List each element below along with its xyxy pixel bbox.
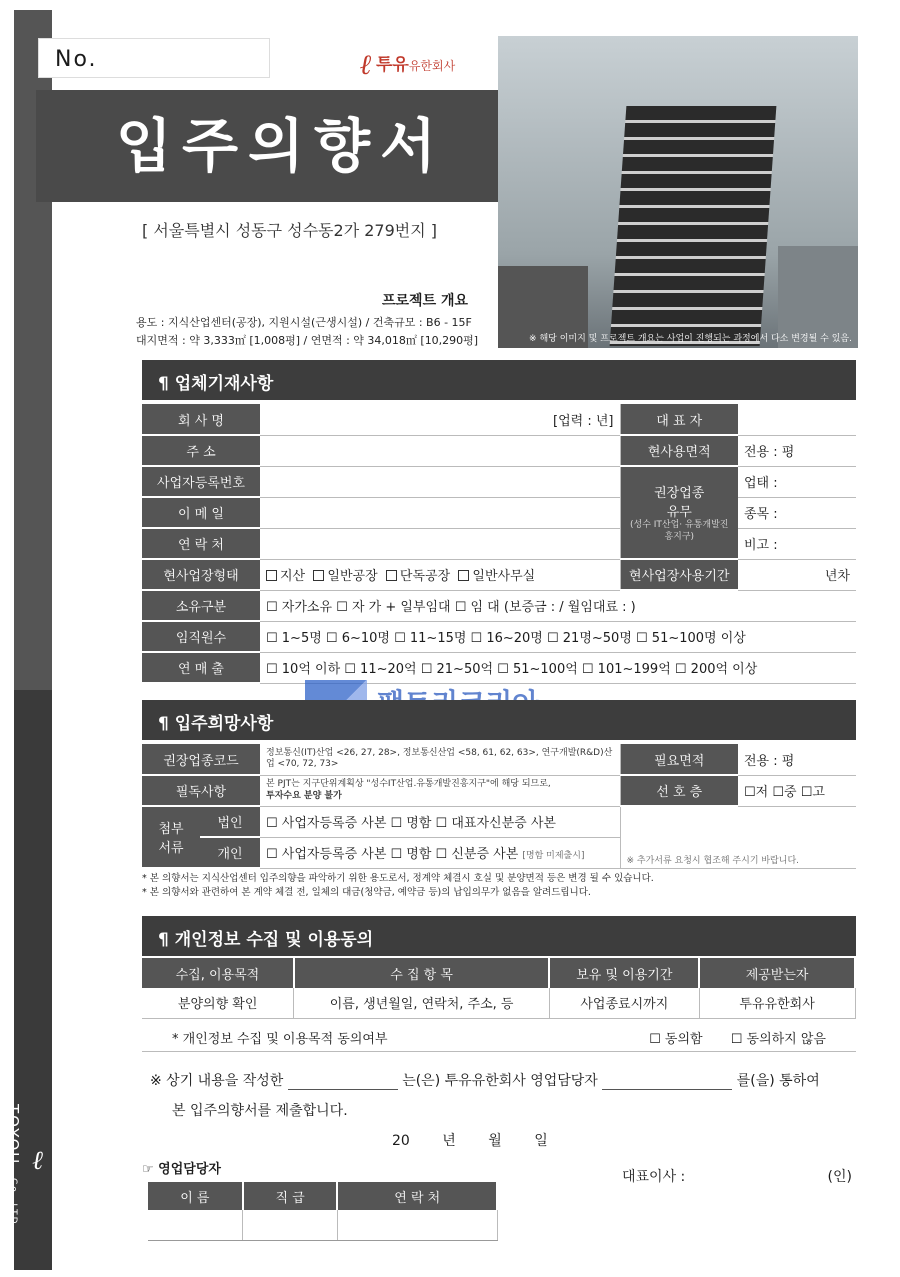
extra-docs-note: ※ 추가서류 요청시 협조해 주시기 바랍니다.: [620, 806, 856, 868]
ownership-options[interactable]: ☐ 자가소유 ☐ 자 가 + 일부임대 ☐ 임 대 (보증금 : / 월임대료 : ): [260, 590, 856, 621]
ceo-label: 대 표 자: [620, 404, 738, 435]
doc-number-label: No.: [55, 47, 98, 72]
sales-rep-label: ☞ 영업담당자: [142, 1162, 221, 1177]
indiv-docs-note: [명함 미제출시]: [522, 851, 585, 861]
submit-line-2: 본 입주의향서를 제출합니다.: [172, 1103, 348, 1119]
side-brand-suffix: Co.,LTD: [8, 1178, 18, 1226]
area-field[interactable]: 전용 : 평: [738, 435, 856, 466]
checkbox[interactable]: [266, 570, 277, 581]
toyou-logo-icon: ℓ: [22, 1145, 52, 1177]
address-label: 주 소: [142, 435, 260, 466]
overview-title: 프로젝트 개요: [382, 293, 469, 309]
industry-label-line2: 유무: [666, 505, 692, 521]
submit-statement: [150, 1070, 820, 1120]
submit-prefix: ※ 상기 내용을 작성한: [150, 1073, 284, 1089]
date-line[interactable]: 20 년 월 일: [392, 1133, 548, 1149]
contact-field[interactable]: [260, 528, 620, 559]
brand-name: 투유: [375, 55, 409, 75]
indiv-docs[interactable]: [260, 837, 620, 868]
consent-yes-checkbox[interactable]: ☐ 동의함: [649, 1032, 703, 1047]
corp-label: 법인: [200, 806, 260, 837]
code-text: 정보통신(IT)산업 <26, 27, 28>, 정보통신산업 <58, 61, 62, 63>, 연구개발(R&D)산업 <70, 72, 73>: [260, 744, 620, 775]
photo-disclaimer: ※ 해당 이미지 및 프로젝트 개요는 사업이 진행되는 과정에서 다소 변경될 수 있음.: [529, 334, 852, 344]
attach-label-line1: 첨부: [158, 822, 184, 837]
checkbox[interactable]: [313, 570, 324, 581]
ceo-sign-line: [622, 1166, 852, 1186]
rep-rank-field[interactable]: [243, 1210, 338, 1240]
brand-logo: [360, 48, 455, 82]
must-read-line: 본 PJT는 지구단위계획상 "성수IT산업.유통개발진흥지구"에 해당 되므로,: [266, 779, 551, 790]
rep-contact-field[interactable]: [337, 1210, 497, 1240]
privacy-consent-row: [142, 1024, 856, 1052]
note-1: * 본 의향서는 지식산업센터 입주의향을 파악하기 위한 용도로서, 정계약 체결시 호실 및 분양면적 등은 변경 될 수 있습니다.: [142, 873, 654, 884]
section-wishes-header: ¶ 입주희망사항: [142, 700, 856, 740]
industry-label-line1: 권장업종: [654, 486, 705, 502]
rep-header-cell: 직 급: [243, 1182, 338, 1210]
privacy-table: [142, 958, 856, 1019]
email-field[interactable]: [260, 497, 620, 528]
remark-field[interactable]: 비고 :: [738, 528, 856, 559]
must-read-bold: 투자수요 분양 불가: [266, 790, 342, 801]
rep-name-field[interactable]: [148, 1210, 243, 1240]
email-label: 이 메 일: [142, 497, 260, 528]
must-read-text: [260, 775, 620, 806]
wishes-table: [142, 744, 856, 869]
side-brand-name: TOYOU: [4, 1104, 22, 1166]
regno-label: 사업자등록번호: [142, 466, 260, 497]
option-label: 일반공장: [327, 569, 378, 584]
checkbox[interactable]: [386, 570, 397, 581]
option-label: 단독공장: [399, 569, 451, 584]
staff-options[interactable]: ☐ 1~5명 ☐ 6~10명 ☐ 11~15명 ☐ 16~20명 ☐ 21명~50명 ☐ 51~100명 이상: [260, 621, 856, 652]
option-label: 지산: [280, 569, 306, 584]
privacy-cell: 사업종료시까지: [549, 988, 699, 1018]
building-rendering-image: [498, 36, 858, 348]
regno-field[interactable]: [260, 466, 620, 497]
option-label: 일반사무실: [472, 569, 536, 584]
rep-blank-field[interactable]: [602, 1072, 732, 1090]
tower-building: [610, 106, 777, 346]
side-brand: [4, 1080, 52, 1250]
brand-mark-icon: ℓ: [360, 48, 372, 81]
biz-type-field[interactable]: 업태 :: [738, 466, 856, 497]
seal-mark: (인): [827, 1169, 852, 1185]
sales-label: 연 매 출: [142, 652, 260, 683]
note-2: * 본 의향서와 관련하여 본 계약 체결 전, 일체의 대금(청약금, 예약금 등)의 납입의무가 없음을 알려드립니다.: [142, 887, 591, 899]
submit-suffix: 를(을) 통하여: [736, 1073, 820, 1089]
checkbox[interactable]: [458, 570, 469, 581]
brand-suffix: 유한회사: [408, 59, 456, 73]
code-label: 권장업종코드: [142, 744, 260, 775]
need-area-label: 필요면적: [620, 744, 738, 775]
doc-number-field[interactable]: [38, 38, 270, 78]
must-read-label: 필독사항: [142, 775, 260, 806]
section-privacy-header: ¶ 개인정보 수집 및 이용동의: [142, 916, 856, 956]
attach-label: [142, 806, 200, 868]
submit-middle: 는(은) 투유유한회사 영업담당자: [402, 1073, 598, 1089]
privacy-header-cell: 수집, 이용목적: [142, 958, 294, 988]
indiv-label: 개인: [200, 837, 260, 868]
overview-line-2: 대지면적 : 약 3,333㎡ [1,008평] / 연면적 : 약 34,018㎡ [10,290평]: [136, 334, 479, 347]
site-address: [ 서울특별시 성동구 성수동2가 279번지 ]: [142, 221, 438, 240]
ceo-field[interactable]: [738, 404, 856, 435]
privacy-header-cell: 수 집 항 목: [294, 958, 550, 988]
privacy-header-cell: 보유 및 이용기간: [549, 958, 699, 988]
attach-label-line2: 서류: [158, 841, 184, 856]
industry-label: [620, 466, 738, 559]
floor-label: 선 호 층: [620, 775, 738, 806]
consent-no-checkbox[interactable]: ☐ 동의하지 않음: [730, 1032, 826, 1047]
period-field[interactable]: 년차: [738, 559, 856, 590]
notes: [142, 872, 654, 901]
privacy-header-cell: 제공받는자: [699, 958, 855, 988]
privacy-cell: 이름, 생년월일, 연락처, 주소, 등: [294, 988, 550, 1018]
company-name-label: 회 사 명: [142, 404, 260, 435]
area-label: 현사용면적: [620, 435, 738, 466]
indiv-docs-text: ☐ 사업자등록증 사본 ☐ 명함 ☐ 신분증 사본: [266, 847, 519, 862]
company-name-field[interactable]: [260, 404, 620, 435]
need-area-field[interactable]: 전용 : 평: [738, 744, 856, 775]
item-field[interactable]: 종목 :: [738, 497, 856, 528]
address-field[interactable]: [260, 435, 620, 466]
company-history: [업력 : 년]: [553, 413, 614, 429]
ownership-label: 소유구분: [142, 590, 260, 621]
period-label: 현사업장사용기간: [620, 559, 738, 590]
page-title: 입주의향서: [36, 90, 526, 202]
workplace-type-label: 현사업장형태: [142, 559, 260, 590]
industry-label-sub: (성수 IT산업· 유통개발진흥지구): [630, 520, 729, 542]
corp-docs[interactable]: ☐ 사업자등록증 사본 ☐ 명함 ☐ 대표자신분증 사본: [260, 806, 620, 837]
contact-label: 연 락 처: [142, 528, 260, 559]
company-blank-field[interactable]: [288, 1072, 398, 1090]
rep-header-cell: 연 락 처: [337, 1182, 497, 1210]
company-info-table: [142, 404, 856, 684]
privacy-cell: 분양의향 확인: [142, 988, 294, 1018]
ceo-sign-label: 대표이사 :: [622, 1169, 686, 1185]
section-company-info-header: ¶ 업체기재사항: [142, 360, 856, 400]
sales-rep-table: [148, 1182, 498, 1241]
staff-label: 임직원수: [142, 621, 260, 652]
sales-options[interactable]: ☐ 10억 이하 ☐ 11~20억 ☐ 21~50억 ☐ 51~100억 ☐ 101~199억 ☐ 200억 이상: [260, 652, 856, 683]
overview-line-1: 용도 : 지식산업센터(공장), 지원시설(근생시설) / 건축규모 : B6 - 15F: [136, 316, 472, 329]
floor-options[interactable]: ☐저 ☐중 ☐고: [738, 775, 856, 806]
consent-question: * 개인정보 수집 및 이용목적 동의여부: [172, 1032, 388, 1047]
workplace-type-options: [260, 559, 620, 590]
rep-header-cell: 이 름: [148, 1182, 243, 1210]
privacy-cell: 투유유한회사: [699, 988, 855, 1018]
